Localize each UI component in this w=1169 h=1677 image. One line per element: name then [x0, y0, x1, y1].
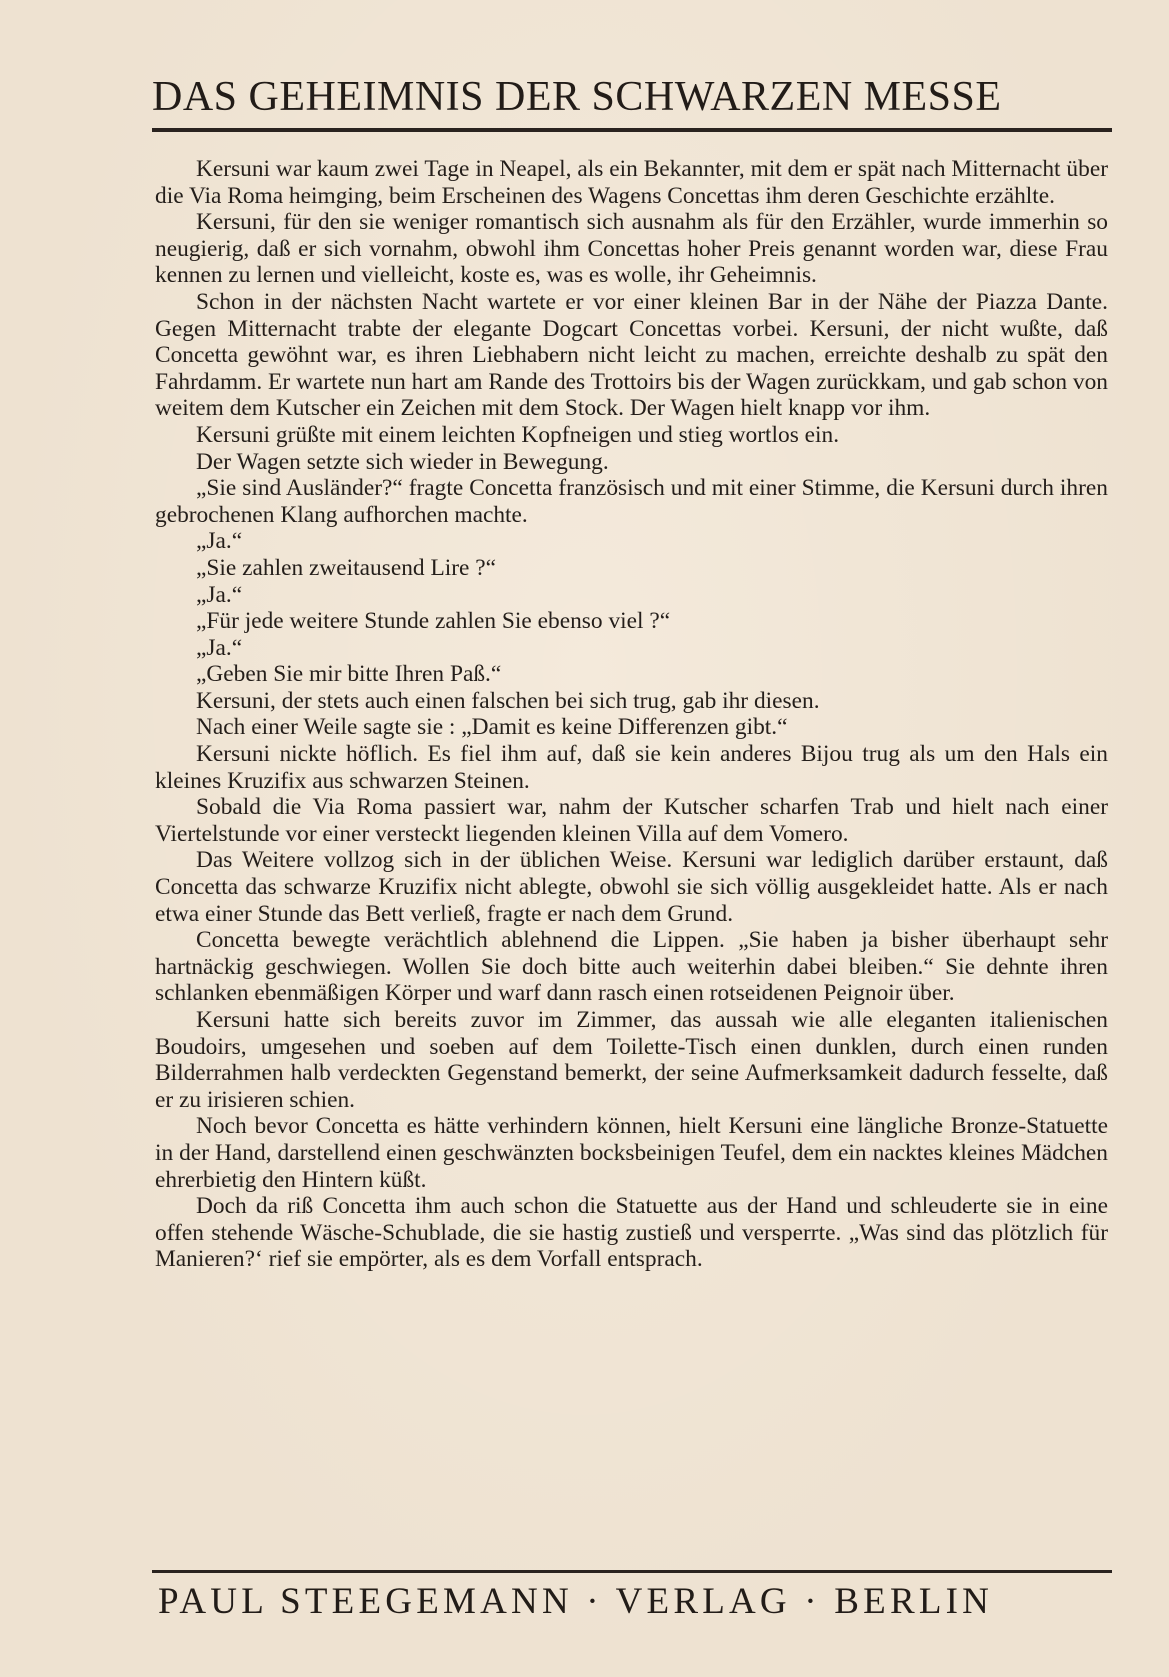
- paragraph: „Sie sind Ausländer?“ fragte Concetta französisch und mit einer Stimme, die Kersuni durch ihren gebrochenen Klang aufhorchen machte.: [155, 475, 1108, 528]
- dialogue-line: „Ja.“: [196, 581, 243, 608]
- dialogue-line: „Für jede weitere Stunde zahlen Sie ebenso viel ?“: [196, 608, 671, 635]
- paragraph: Sobald die Via Roma passiert war, nahm der Kutscher scharfen Trab und hielt nach einer Viertelstunde vor einer versteckt liegenden kleinen Villa auf dem Vomero.: [155, 794, 1108, 847]
- story-text: [155, 156, 1108, 1273]
- paragraph: Kersuni grüßte mit einem leichten Kopfneigen und stieg wortlos ein.: [196, 421, 840, 448]
- paragraph: Concetta bewegte verächtlich ablehnend die Lippen. „Sie haben ja bisher überhaupt sehr hartnäckig geschwiegen. Wollen Sie doch bitte auch weiterhin dabei bleiben.“ Sie dehnte ihren schlanken ebenmäßigen Körper und warf dann rasch einen rotseidenen Peignoir über.: [155, 927, 1108, 1007]
- paragraph: Kersuni, der stets auch einen falschen bei sich trug, gab ihr diesen.: [196, 687, 820, 714]
- paragraph: Kersuni, für den sie weniger romantisch sich ausnahm als für den Erzähler, wurde immerhin so neugierig, daß er sich vornahm, obwohl ihm Concettas hoher Preis genannt worden war, diese Frau kennen zu lernen und vielleicht, koste es, was es wolle, ihr Geheimnis.: [155, 209, 1108, 289]
- paragraph: Der Wagen setzte sich wieder in Bewegung.: [196, 448, 609, 475]
- paragraph: Kersuni war kaum zwei Tage in Neapel, als ein Bekannter, mit dem er spät nach Mitternacht über die Via Roma heimging, beim Erscheinen des Wagens Concettas ihm deren Geschichte erzählte.: [155, 156, 1108, 209]
- paragraph: Doch da riß Concetta ihm auch schon die Statuette aus der Hand und schleuderte sie in eine offen stehende Wäsche-Schublade, die sie hastig zustieß und versperrte. „Was sind das plötzlich für Manieren?‘ rief sie empörter, als es dem Vorfall entsprach.: [155, 1193, 1108, 1273]
- dialogue-line: „Sie zahlen zweitausend Lire ?“: [196, 554, 497, 581]
- paragraph: Das Weitere vollzog sich in der üblichen Weise. Kersuni war lediglich darüber erstaunt, daß Concetta das schwarze Kruzifix nicht ablegte, obwohl sie sich völlig ausgekleidet hatte. Als er nach etwa einer Stunde das Bett verließ, fragte er nach dem Grund.: [155, 847, 1108, 927]
- paragraph: Kersuni nickte höflich. Es fiel ihm auf, daß sie kein anderes Bijou trug als um den Hals ein kleines Kruzifix aus schwarzen Steinen.: [155, 741, 1108, 794]
- footer-rule: [152, 1570, 1112, 1573]
- dialogue-line: „Ja.“: [196, 528, 243, 555]
- paragraph: Schon in der nächsten Nacht wartete er vor einer kleinen Bar in der Nähe der Piazza Dante. Gegen Mitternacht trabte der elegante Dogcart Concettas vorbei. Kersuni, der nicht wußte, daß Concetta gewöhnt war, es ihren Liebhabern nicht leicht zu machen, erreichte deshalb zu spät den Fahrdamm. Er wartete nun hart am Rande des Trottoirs bis der Wagen zurückkam, und gab schon von weitem dem Kutscher ein Zeichen mit dem Stock. Der Wagen hielt knapp vor ihm.: [155, 288, 1108, 422]
- dialogue-line: „Ja.“: [196, 634, 243, 661]
- paragraph: Nach einer Weile sagte sie : „Damit es keine Differenzen gibt.“: [196, 714, 788, 741]
- paragraph: Noch bevor Concetta es hätte verhindern können, hielt Kersuni eine längliche Bronze-Statuette in der Hand, darstellend einen geschwänzten bocksbeinigen Teufel, dem ein nacktes kleines Mädchen ehrerbietig den Hintern küßt.: [155, 1113, 1108, 1193]
- page-title: DAS GEHEIMNIS DER SCHWARZEN MESSE: [152, 74, 1002, 120]
- dialogue-line: „Geben Sie mir bitte Ihren Paß.“: [196, 661, 502, 688]
- publisher-imprint: PAUL STEEGEMANN · VERLAG · BERLIN: [158, 1581, 994, 1622]
- header-rule: [152, 128, 1112, 132]
- paragraph: Kersuni hatte sich bereits zuvor im Zimmer, das aussah wie alle eleganten italienischen Boudoirs, umgesehen und soeben auf dem Toilette-Tisch einen dunklen, durch einen runden Bilderrahmen halb verdeckten Gegenstand bemerkt, der seine Aufmerksamkeit dadurch fesselte, daß er zu irisieren schien.: [155, 1007, 1108, 1113]
